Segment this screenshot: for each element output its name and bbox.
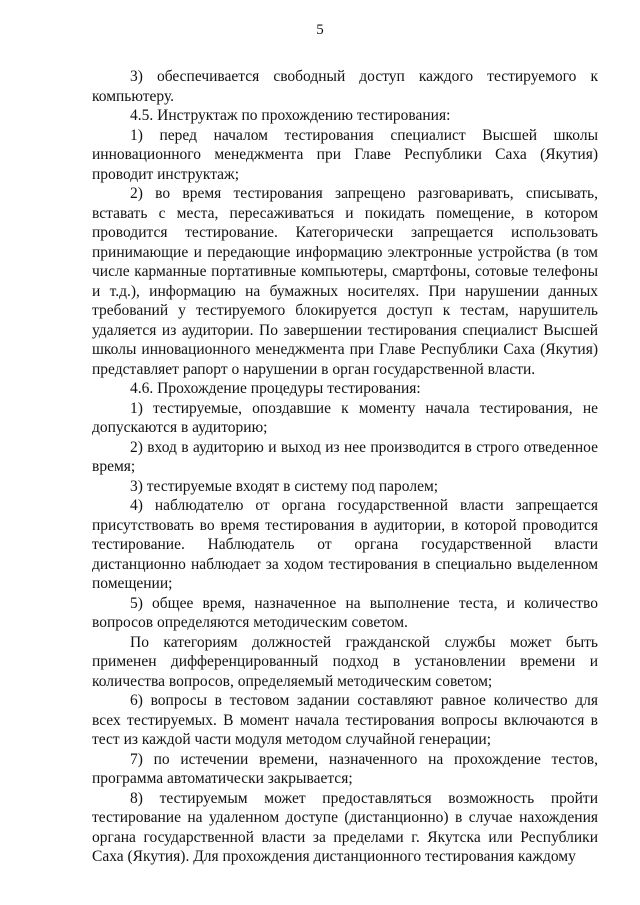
paragraph-item-1-briefing: 1) перед началом тестирования специалист Высшей школы инновационного менеджмента при Главе Республики Саха (Якутия) проводит инструктаж;: [92, 126, 598, 183]
paragraph-item-8-remote: 8) тестируемым может предоставляться возможность пройти тестирование на удаленном доступе (дистанционно) в случае нахождения органа государственной власти за пределами г. Якутска или Республики Саха (Якутия). Для прохождения дистанционного тестирования каждому: [92, 789, 598, 865]
page-number: 5: [316, 22, 324, 38]
section-heading-4-6: 4.6. Прохождение процедуры тестирования:: [130, 380, 421, 397]
paragraph-item-5-time-questions: 5) общее время, назначенное на выполнение теста, и количество вопросов определяются методическим советом.: [92, 594, 598, 631]
paragraph-item-1-latecomers: 1) тестируемые, опоздавшие к моменту начала тестирования, не допускаются в аудиторию;: [92, 399, 598, 436]
document-body: [92, 67, 598, 867]
section-heading-4-5: 4.5. Инструктаж по прохождению тестирования:: [130, 107, 451, 124]
paragraph-item-2-prohibitions: 2) во время тестирования запрещено разговаривать, списывать, вставать с места, пересаживаться и покидать помещение, в котором проводится тестирование. Категорически запрещается использовать принимающие и передающие информацию электронные устройства (в том числе карманные портативные компьютеры, смартфоны, сотовые телефоны и т.д.), информацию на бумажных носителях. При нарушении данных требований у тестируемого блокируется доступ к тестам, нарушитель удаляется из аудитории. По завершении тестирования специалист Высшей школы инновационного менеджмента при Главе Республики Саха (Якутия) представляет рапорт о нарушении в орган государственной власти.: [92, 185, 598, 378]
paragraph-item-2-entry-exit: 2) вход в аудиторию и выход из нее производится в строго отведенное время;: [92, 438, 598, 475]
paragraph-item-7-timeout: 7) по истечении времени, назначенного на прохождение тестов, программа автоматически закрывается;: [92, 750, 598, 787]
paragraph-categories: По категориям должностей гражданской службы может быть применен дифференцированный подход в установлении времени и количества вопросов, определяемый методическим советом;: [92, 633, 598, 690]
paragraph-item-3-access: 3) обеспечивается свободный доступ каждого тестируемого к компьютеру.: [92, 68, 598, 105]
paragraph-item-6-questions: 6) вопросы в тестовом задании составляют равное количество для всех тестируемых. В момент начала тестирования вопросы включаются в тест из каждой части модуля методом случайной генерации;: [92, 692, 598, 748]
paragraph-item-3-password: 3) тестируемые входят в систему под паролем;: [130, 477, 439, 495]
paragraph-item-4-observer: 4) наблюдателю от органа государственной власти запрещается присутствовать во время тестирования в аудитории, в которой проводится тестирование. Наблюдатель от органа государственной власти дистанционно наблюдает за ходом тестирования в специально выделенном помещении;: [92, 497, 598, 592]
